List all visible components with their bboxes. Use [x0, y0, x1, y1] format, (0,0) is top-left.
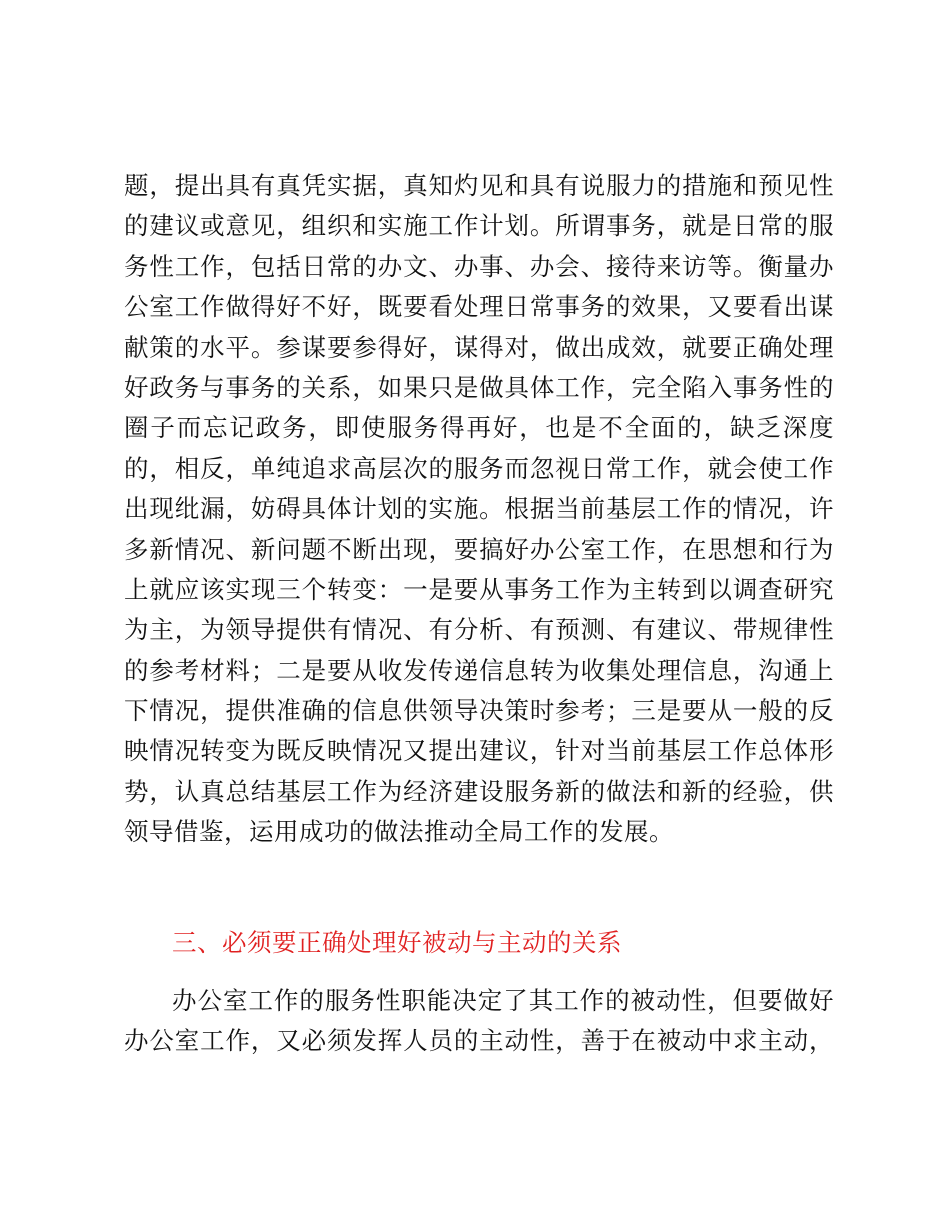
text-line: 好政务与事务的关系，如果只是做具体工作，完全陷入事务性的	[124, 372, 834, 402]
text-line: 的，相反，单纯追求高层次的服务而忽视日常工作，就会使工作	[124, 453, 834, 483]
text-line: 为主，为领导提供有情况、有分析、有预测、有建议、带规律性	[124, 615, 834, 645]
text-line: 公室工作做得好不好，既要看处理日常事务的效果，又要看出谋	[124, 292, 834, 322]
text-line: 献策的水平。参谋要参得好，谋得对，做出成效，就要正确处理	[124, 332, 834, 362]
text-line: 领导借鉴，运用成功的做法推动全局工作的发展。	[124, 817, 674, 847]
text-line: 的建议或意见，组织和实施工作计划。所谓事务，就是日常的服	[124, 211, 834, 241]
section-heading: 三、必须要正确处理好被动与主动的关系	[172, 928, 622, 957]
text-line: 务性工作，包括日常的办文、办事、办会、接待来访等。衡量办	[124, 251, 834, 281]
paragraph-1	[124, 166, 834, 853]
text-line: 的参考材料；二是要从收发传递信息转为收集处理信息，沟通上	[124, 655, 834, 685]
text-line: 势，认真总结基层工作为经济建设服务新的做法和新的经验，供	[124, 776, 834, 806]
paragraph-2	[124, 981, 834, 1062]
text-line: 上就应该实现三个转变：一是要从事务工作为主转到以调查研究	[124, 574, 834, 604]
text-line: 下情况，提供准确的信息供领导决策时参考；三是要从一般的反	[124, 696, 834, 726]
text-line: 办公室工作，又必须发挥人员的主动性，善于在被动中求主动，	[124, 1026, 834, 1056]
text-line: 映情况转变为既反映情况又提出建议，针对当前基层工作总体形	[124, 736, 834, 766]
text-line: 多新情况、新问题不断出现，要搞好办公室工作，在思想和行为	[124, 534, 834, 564]
text-line: 出现纰漏，妨碍具体计划的实施。根据当前基层工作的情况，许	[124, 494, 834, 524]
text-line: 圈子而忘记政务，即使服务得再好，也是不全面的，缺乏深度	[124, 413, 834, 443]
text-line: 题，提出具有真凭实据，真知灼见和具有说服力的措施和预见性	[124, 171, 834, 200]
text-line: 办公室工作的服务性职能决定了其工作的被动性，但要做好	[172, 986, 834, 1015]
